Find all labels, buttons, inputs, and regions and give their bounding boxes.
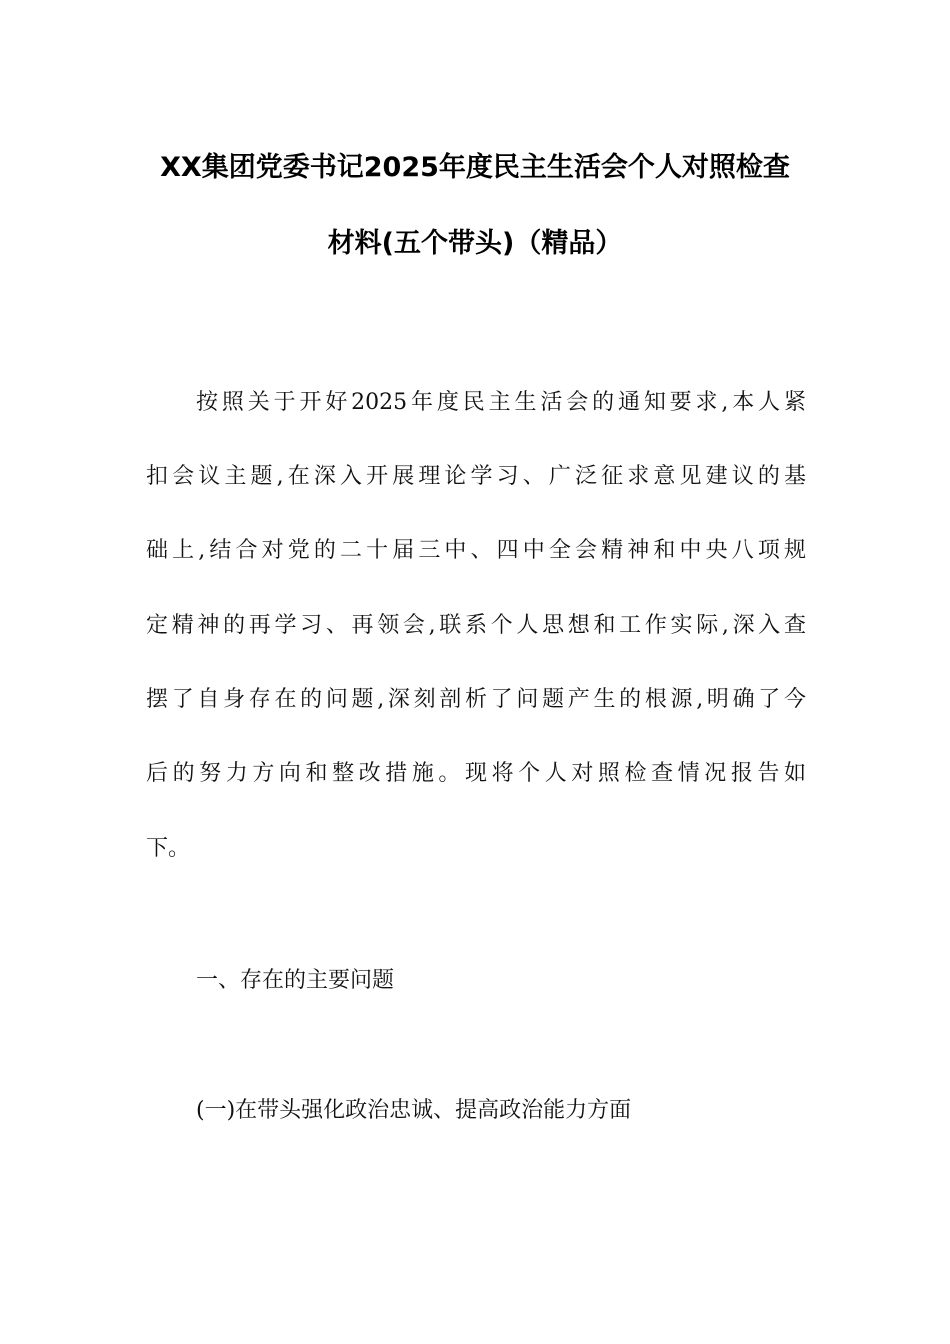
document-title-line-1: XX集团党委书记2025年度民主生活会个人对照检查: [160, 152, 790, 183]
document-title-line-2: 材料(五个带头)（精品）: [327, 228, 623, 259]
paragraph-line: 下。: [146, 836, 191, 861]
paragraph-line: 定精神的再学习、再领会,联系个人思想和工作实际,深入查: [146, 613, 806, 638]
section-heading: 一、存在的主要问题: [196, 968, 395, 993]
paragraph-line: 按照关于开好2025年度民主生活会的通知要求,本人紧: [196, 390, 806, 415]
subsection-heading: (一)在带头强化政治忠诚、提高政治能力方面: [196, 1098, 632, 1123]
paragraph-line: 扣会议主题,在深入开展理论学习、广泛征求意见建议的基: [146, 464, 806, 489]
paragraph-line: 后的努力方向和整改措施。现将个人对照检查情况报告如: [146, 761, 806, 786]
paragraph-line: 摆了自身存在的问题,深刻剖析了问题产生的根源,明确了今: [146, 687, 806, 712]
paragraph-line: 础上,结合对党的二十届三中、四中全会精神和中央八项规: [146, 538, 806, 563]
